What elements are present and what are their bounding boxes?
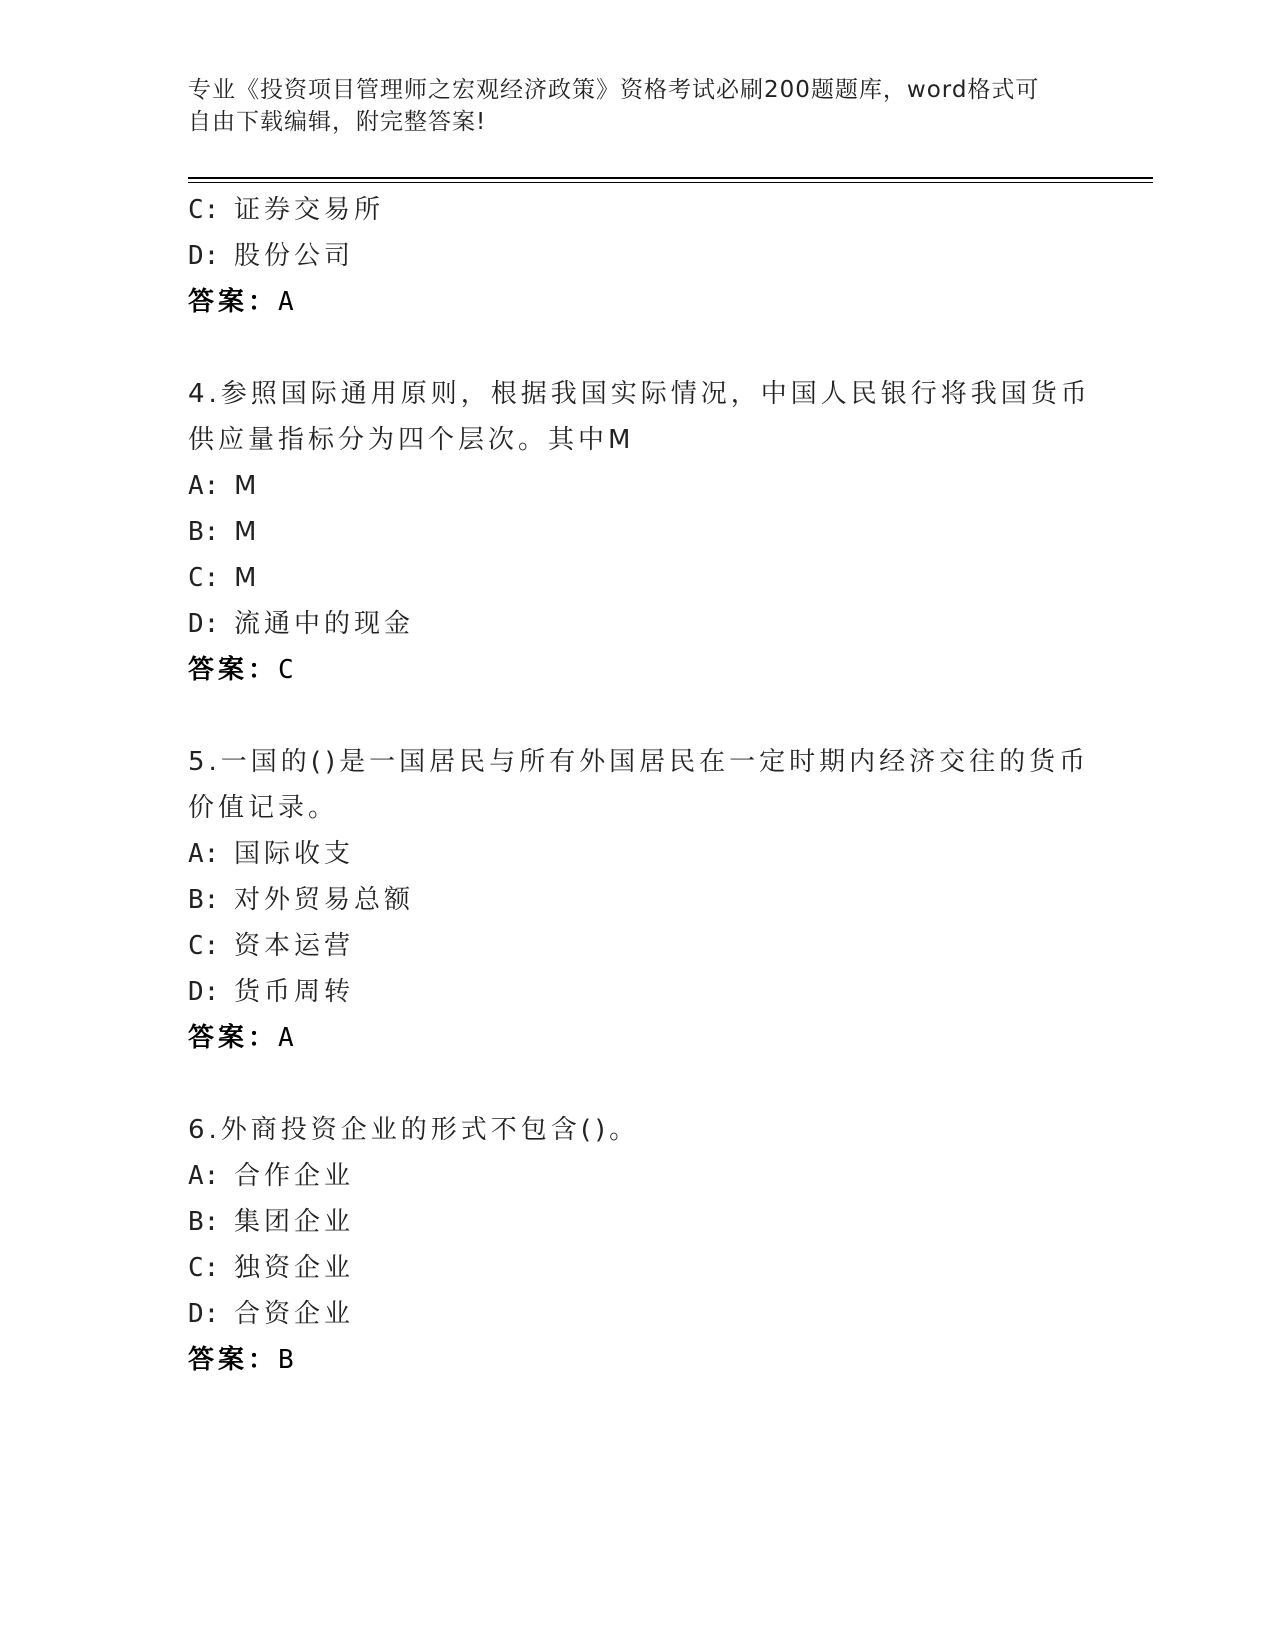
answer-label: 答案：	[188, 1345, 279, 1375]
option-a	[188, 831, 1088, 877]
question-4	[188, 371, 1091, 693]
option-key: B:	[188, 1207, 220, 1237]
option-c	[188, 1245, 1088, 1291]
answer-value: B	[278, 1345, 298, 1375]
question-stem-line-1: 5.一国的()是一国居民与所有外国居民在一定时期内经济交往的货币	[188, 747, 1090, 777]
option-text: M	[234, 563, 261, 593]
prev-question	[188, 187, 1088, 325]
question-stem-line-1: 6.外商投资企业的形式不包含()。	[188, 1115, 640, 1145]
option-key: C:	[188, 563, 220, 593]
option-text: 独资企业	[234, 1253, 355, 1283]
option-text: M	[234, 517, 261, 547]
option-key: C:	[188, 1253, 220, 1283]
option-text: 流通中的现金	[234, 609, 415, 639]
option-text: 集团企业	[234, 1207, 355, 1237]
question-list	[188, 187, 1091, 1383]
option-c	[188, 923, 1088, 969]
question-stem-line-2: 供应量指标分为四个层次。其中M	[188, 425, 635, 455]
option-key: A:	[188, 471, 220, 501]
option-text: 对外贸易总额	[234, 885, 415, 915]
question-6	[188, 1107, 1088, 1383]
option-text: 证券交易所	[234, 195, 385, 225]
option-a	[188, 1153, 1088, 1199]
answer-line	[188, 1337, 1088, 1383]
option-key: D:	[188, 609, 220, 639]
answer-label: 答案：	[188, 655, 279, 685]
answer-line	[188, 647, 1088, 693]
question-stem-line-1: 4.参照国际通用原则，根据我国实际情况，中国人民银行将我国货币	[188, 379, 1091, 409]
option-d	[188, 601, 1088, 647]
answer-label: 答案：	[188, 1023, 279, 1053]
option-c	[188, 555, 1088, 601]
option-key: B:	[188, 885, 220, 915]
answer-value: A	[278, 287, 298, 317]
answer-label: 答案：	[188, 287, 279, 317]
answer-value: C	[278, 655, 298, 685]
option-text: 合资企业	[234, 1299, 355, 1329]
question-5	[188, 739, 1088, 1061]
header-line-2: 自由下载编辑，附完整答案!	[188, 109, 487, 135]
option-text: 国际收支	[234, 839, 355, 869]
header-line-1: 专业《投资项目管理师之宏观经济政策》资格考试必刷200题题库，word格式可	[188, 77, 1040, 103]
header-rule-thin	[188, 182, 1153, 183]
question-stem-line-2: 价值记录。	[188, 793, 339, 823]
option-key: C:	[188, 931, 220, 961]
option-text: M	[234, 471, 261, 501]
option-key: D:	[188, 1299, 220, 1329]
option-b	[188, 877, 1088, 923]
answer-value: A	[278, 1023, 298, 1053]
option-key: D:	[188, 241, 220, 271]
option-b	[188, 1199, 1088, 1245]
option-text: 货币周转	[234, 977, 355, 1007]
option-key: A:	[188, 839, 220, 869]
option-c	[188, 187, 1088, 233]
document-header	[188, 74, 1068, 138]
answer-line	[188, 1015, 1088, 1061]
answer-line	[188, 279, 1088, 325]
option-d	[188, 1291, 1088, 1337]
option-b	[188, 509, 1088, 555]
option-key: A:	[188, 1161, 220, 1191]
option-a	[188, 463, 1088, 509]
option-key: D:	[188, 977, 220, 1007]
option-text: 股份公司	[234, 241, 355, 271]
option-d	[188, 233, 1088, 279]
option-text: 合作企业	[234, 1161, 355, 1191]
option-key: C:	[188, 195, 220, 225]
option-d	[188, 969, 1088, 1015]
header-rule-thick	[188, 177, 1153, 179]
option-text: 资本运营	[234, 931, 355, 961]
option-key: B:	[188, 517, 220, 547]
